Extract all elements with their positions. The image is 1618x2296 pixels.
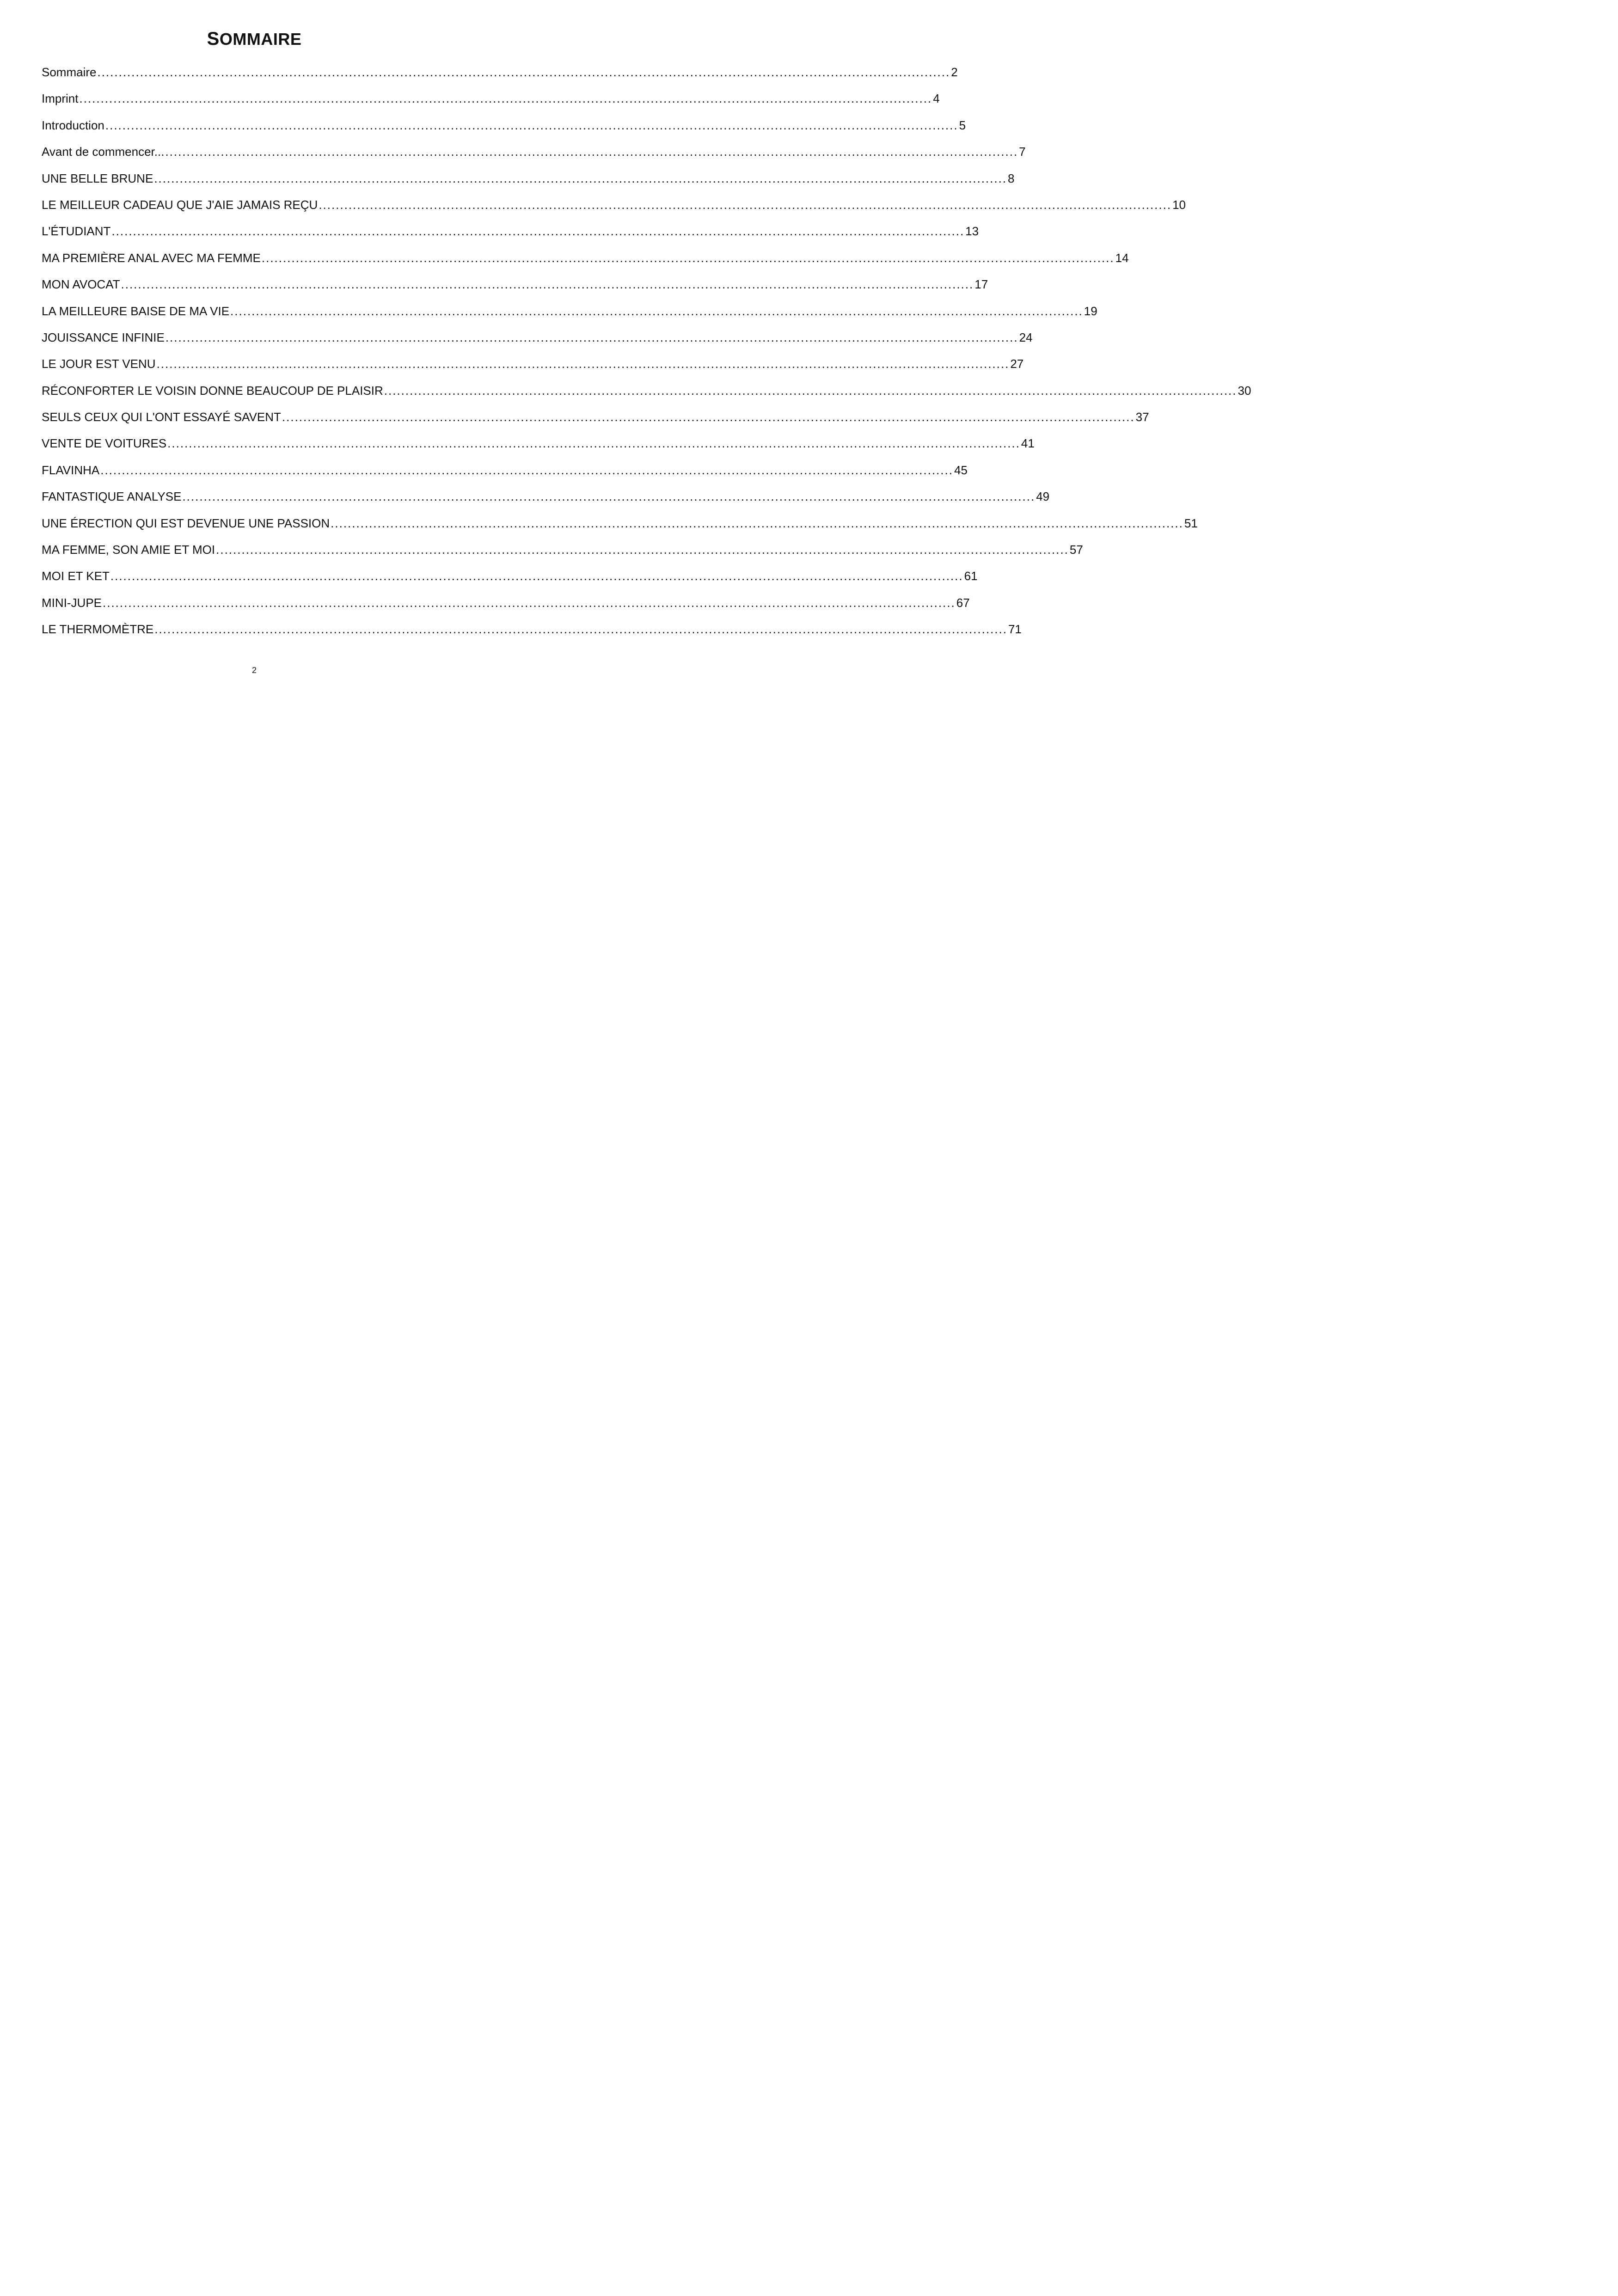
toc-leader-dots: ........................................................................................................................................................................................................ xyxy=(97,65,950,79)
toc-entry-page: 45 xyxy=(954,463,968,477)
toc-entry-page: 27 xyxy=(1010,357,1024,371)
toc-entry-page: 67 xyxy=(956,595,970,610)
toc-leader-dots: ........................................................................................................................................................................................................ xyxy=(165,145,1018,159)
toc-entry[interactable] xyxy=(42,563,978,589)
toc-entry-page: 37 xyxy=(1135,410,1149,424)
toc-entry-title: JOUISSANCE INFINIE xyxy=(42,330,165,344)
toc-entry-page: 8 xyxy=(1008,171,1015,185)
toc-entry[interactable] xyxy=(42,457,968,484)
toc-entry-title: MA PREMIÈRE ANAL AVEC MA FEMME xyxy=(42,251,261,265)
toc-entry-title: FANTASTIQUE ANALYSE xyxy=(42,490,182,504)
toc-entry-title: SEULS CEUX QUI L'ONT ESSAYÉ SAVENT xyxy=(42,410,281,424)
toc-entry-page: 14 xyxy=(1115,251,1129,265)
toc-entry-page: 51 xyxy=(1184,516,1198,530)
toc-entry[interactable] xyxy=(42,537,1083,563)
toc-entry-title: MA FEMME, SON AMIE ET MOI xyxy=(42,543,215,557)
page-title xyxy=(0,29,509,49)
toc-entry-page: 49 xyxy=(1036,490,1050,504)
toc-leader-dots: ........................................................................................................................................................................................................ xyxy=(103,595,956,610)
toc-entry[interactable] xyxy=(42,430,1035,457)
toc-entry-title: MON AVOCAT xyxy=(42,277,120,292)
toc-entry[interactable] xyxy=(42,86,940,112)
page-title-rest: OMMAIRE xyxy=(219,30,302,49)
toc-entry[interactable] xyxy=(42,112,966,139)
toc-entry-title: Sommaire xyxy=(42,65,97,79)
toc-entry-page: 13 xyxy=(965,224,979,239)
toc-entry-title: LE JOUR EST VENU xyxy=(42,357,156,371)
toc-entry-title: MOI ET KET xyxy=(42,569,110,583)
page-title-initial: S xyxy=(207,29,220,49)
toc-entry[interactable] xyxy=(42,192,1186,218)
toc-entry[interactable] xyxy=(42,378,1251,404)
toc-entry-title: Introduction xyxy=(42,118,104,132)
toc-entry[interactable] xyxy=(42,165,1015,192)
toc-leader-dots: ........................................................................................................................................................................................................ xyxy=(154,622,1007,637)
toc-entry-page: 4 xyxy=(933,92,940,106)
toc-entry-title: RÉCONFORTER LE VOISIN DONNE BEAUCOUP DE PLAISIR xyxy=(42,383,383,398)
toc-entry-page: 19 xyxy=(1084,304,1097,318)
toc-leader-dots: ........................................................................................................................................................................................................ xyxy=(282,410,1135,424)
toc-entry-title: UNE BELLE BRUNE xyxy=(42,171,153,185)
toc-entry[interactable] xyxy=(42,484,1050,510)
toc-leader-dots: ........................................................................................................................................................................................................ xyxy=(182,490,1036,504)
toc-entry[interactable] xyxy=(42,245,1129,271)
toc-entry-title: Avant de commencer... xyxy=(42,145,165,159)
toc-entry-page: 57 xyxy=(1069,543,1083,557)
toc-entry-title: LE THERMOMÈTRE xyxy=(42,622,154,637)
toc-entry-title: UNE ÉRECTION QUI EST DEVENUE UNE PASSION xyxy=(42,516,330,530)
toc-leader-dots: ........................................................................................................................................................................................................ xyxy=(216,543,1069,557)
toc-leader-dots: ........................................................................................................................................................................................................ xyxy=(100,463,953,477)
toc-entry[interactable] xyxy=(42,139,1026,165)
toc-leader-dots: ........................................................................................................................................................................................................ xyxy=(110,569,963,583)
toc-leader-dots: ........................................................................................................................................................................................................ xyxy=(319,197,1172,212)
toc-entry[interactable] xyxy=(42,616,1022,643)
toc-entry-page: 7 xyxy=(1019,145,1026,159)
toc-entry-page: 5 xyxy=(959,118,966,132)
toc-entry[interactable] xyxy=(42,298,1097,325)
toc-entry-title: VENTE DE VOITURES xyxy=(42,436,167,451)
toc-leader-dots: ........................................................................................................................................................................................................ xyxy=(105,118,958,132)
toc-entry[interactable] xyxy=(42,590,970,616)
toc-leader-dots: ........................................................................................................................................................................................................ xyxy=(111,224,965,239)
toc-entry-title: FLAVINHA xyxy=(42,463,100,477)
toc-entry-title: MINI-JUPE xyxy=(42,595,102,610)
toc-leader-dots: ........................................................................................................................................................................................................ xyxy=(331,516,1183,530)
toc-leader-dots: ........................................................................................................................................................................................................ xyxy=(384,383,1237,398)
toc-leader-dots: ........................................................................................................................................................................................................ xyxy=(165,330,1018,344)
toc-leader-dots: ........................................................................................................................................................................................................ xyxy=(156,357,1010,371)
toc-entry[interactable] xyxy=(42,218,979,245)
toc-entry[interactable] xyxy=(42,404,1149,430)
toc-entry[interactable] xyxy=(42,325,1033,351)
toc-entry-title: Imprint xyxy=(42,92,79,106)
toc-entry-page: 17 xyxy=(974,277,988,292)
toc-entry-page: 41 xyxy=(1021,436,1035,451)
toc-entry[interactable] xyxy=(42,351,1024,377)
toc-entry-title: LA MEILLEURE BAISE DE MA VIE xyxy=(42,304,230,318)
toc-entry[interactable] xyxy=(42,59,958,86)
toc-entry-title: LE MEILLEUR CADEAU QUE J'AIE JAMAIS REÇU xyxy=(42,197,318,212)
page-number: 2 xyxy=(251,666,257,675)
toc-entry[interactable] xyxy=(42,271,988,298)
toc-entry-page: 24 xyxy=(1019,330,1033,344)
toc-leader-dots: ........................................................................................................................................................................................................ xyxy=(230,304,1083,318)
table-of-contents xyxy=(42,59,1251,643)
toc-entry-title: L'ÉTUDIANT xyxy=(42,224,111,239)
toc-entry-page: 2 xyxy=(951,65,958,79)
toc-entry[interactable] xyxy=(42,510,1198,537)
toc-entry-page: 61 xyxy=(964,569,978,583)
toc-entry-page: 10 xyxy=(1172,197,1186,212)
toc-leader-dots: ........................................................................................................................................................................................................ xyxy=(121,277,974,292)
toc-leader-dots: ........................................................................................................................................................................................................ xyxy=(79,92,932,106)
toc-entry-page: 71 xyxy=(1008,622,1022,637)
toc-leader-dots: ........................................................................................................................................................................................................ xyxy=(167,436,1020,451)
toc-entry-page: 30 xyxy=(1238,383,1251,398)
toc-leader-dots: ........................................................................................................................................................................................................ xyxy=(154,171,1007,185)
toc-leader-dots: ........................................................................................................................................................................................................ xyxy=(261,251,1115,265)
